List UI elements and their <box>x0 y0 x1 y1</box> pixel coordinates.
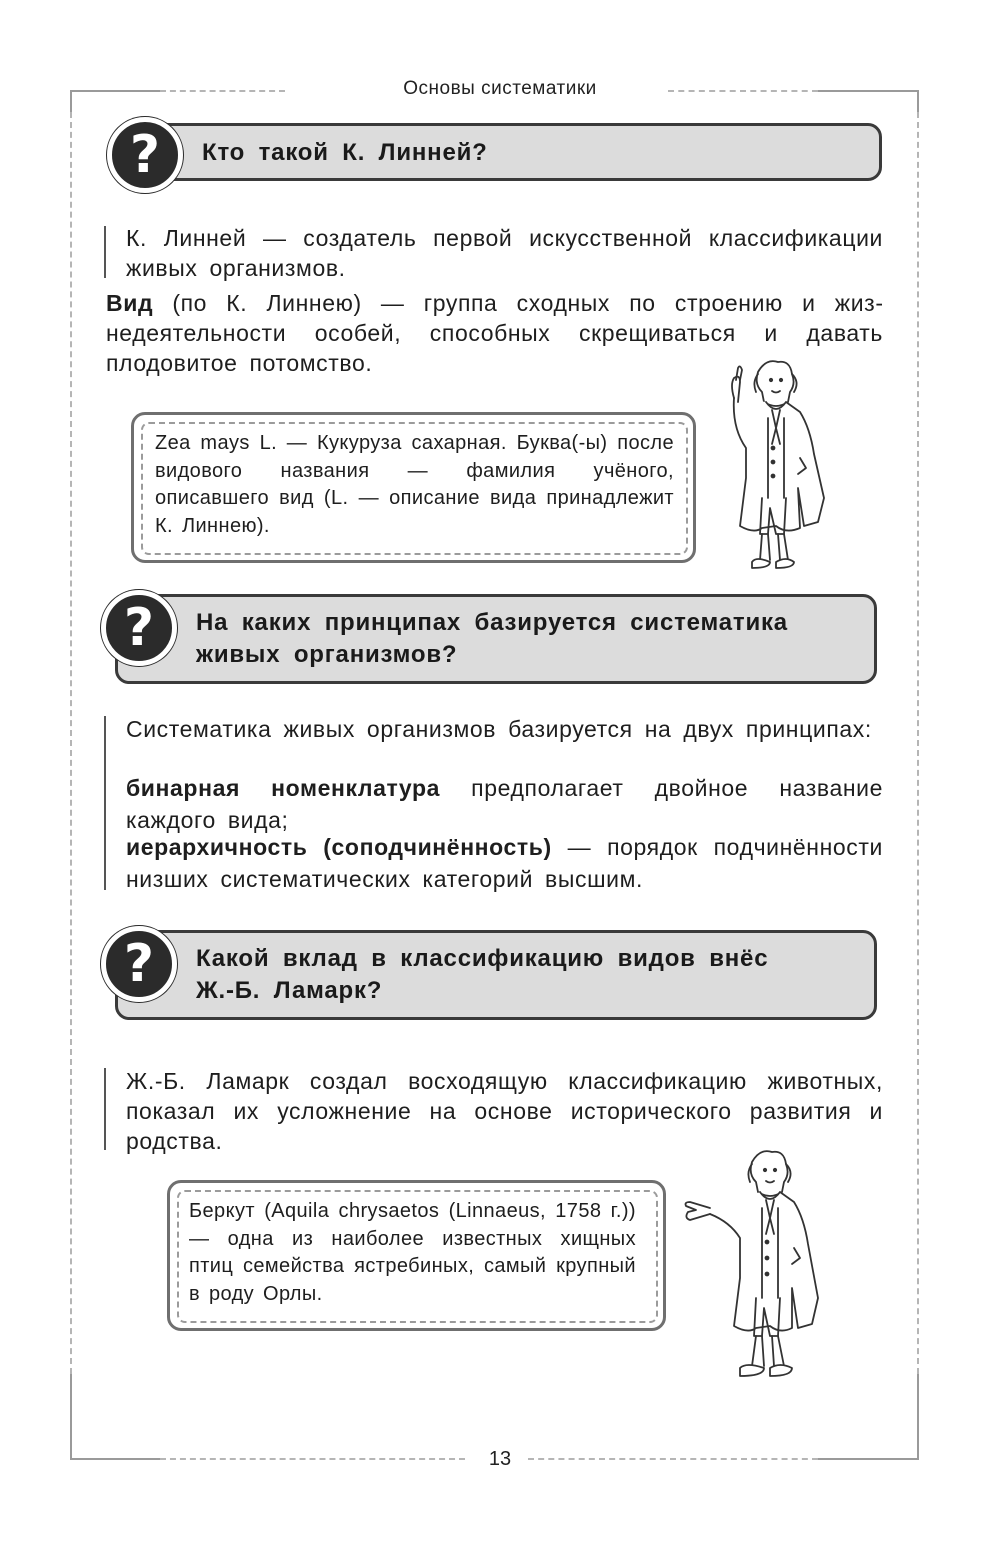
definition-text: (по К. Линнею) — группа сходных по строению и жизнедеятельности особей, способных скрещиваться и давать плодовитое потомство. <box>106 290 883 376</box>
answer-2-intro: Систематика живых организмов базируется на двух принципах: <box>126 716 872 742</box>
bullet-2-text: — порядок подчинённости низших систематических категорий высшим. <box>126 834 883 892</box>
bullet-2 <box>126 832 883 894</box>
question-mark-icon: ? <box>101 590 177 666</box>
question-2-text: На каких принципах базируется систематика живых организмов? <box>196 609 788 668</box>
question-mark-icon: ? <box>101 926 177 1002</box>
frame-right <box>917 112 919 1374</box>
scientist-pointing-up-figure <box>716 358 836 576</box>
bullet-1-term: бинарная номенклатура <box>126 775 441 801</box>
note-1-text: Zea mays L. — Кукуруза сахарная. Буква(-ы) после видового названия — фамилия учёного, описавшего вид (L. — описание вида принадлежит К. Линнею). <box>155 432 674 537</box>
running-header: Основы систематики <box>403 78 597 99</box>
answer-3-text: Ж.-Б. Ламарк создал восходящую классификацию животных, показал их усложнение на основе исторического развития и родства. <box>126 1068 883 1154</box>
question-mark-icon: ? <box>107 117 183 193</box>
answer-1-rule <box>104 226 106 278</box>
answer-2-rule <box>104 716 106 890</box>
frame-left <box>70 112 72 1374</box>
answer-1-text: К. Линней — создатель первой искусственной классификации живых организмов. <box>126 225 883 281</box>
page-number: 13 <box>488 1448 512 1470</box>
note-2-text: Беркут (Aquila chrysaetos (Linnaeus, 1758 г.)) — одна из наиболее известных хищных птиц семейства ястребиных, самый крупный в роду Орлы. <box>189 1200 636 1305</box>
definition-term: Вид <box>106 290 154 316</box>
question-1-text: Кто такой К. Линней? <box>202 139 488 166</box>
bullet-2-term: иерархичность (соподчинённость) <box>126 834 552 860</box>
answer-3-rule <box>104 1068 106 1150</box>
question-3-text: Какой вклад в классификацию видов внёс Ж.-Б. Ламарк? <box>196 945 769 1004</box>
scientist-gesturing-figure <box>680 1148 830 1388</box>
bullet-1-text: предполагает двойное название каждого вида; <box>126 775 883 833</box>
bullet-1 <box>126 773 883 835</box>
